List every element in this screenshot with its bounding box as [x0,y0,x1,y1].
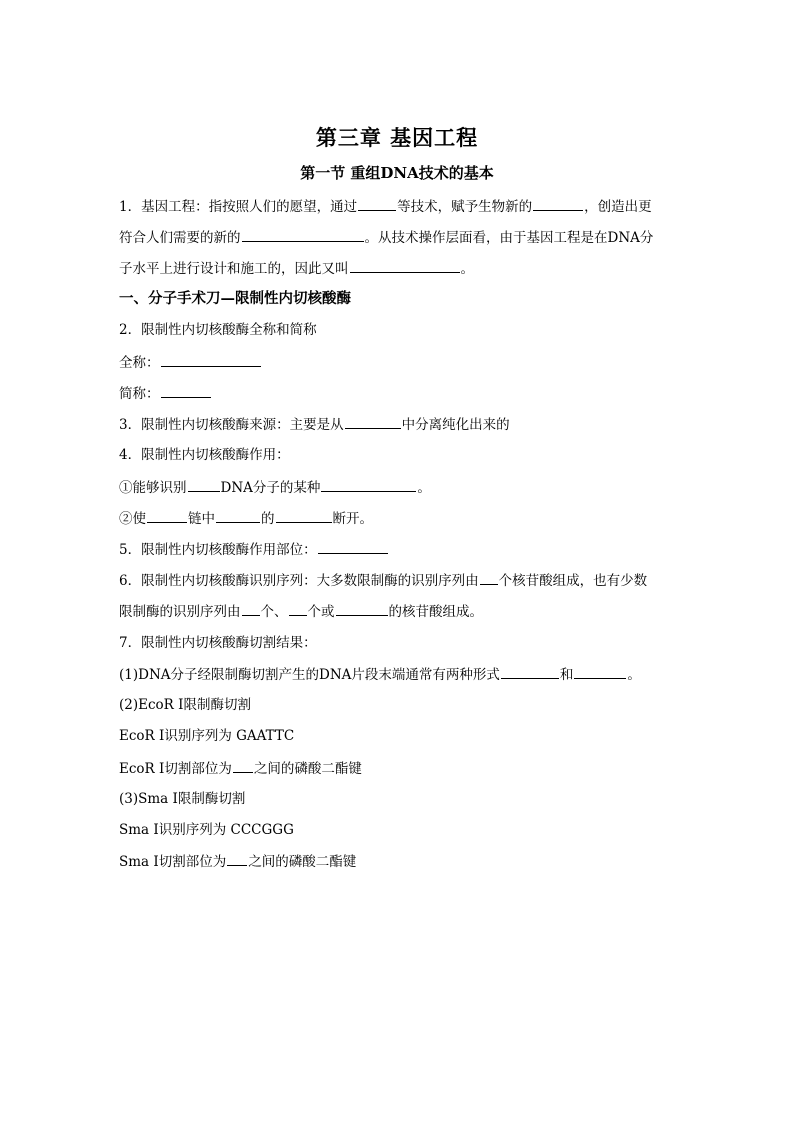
q1-text-c: ，创造出更 [584,199,652,215]
blank[interactable] [242,601,260,616]
blank[interactable] [574,664,626,679]
q4-title: 4．限制性内切核酸酶作用： [119,447,290,463]
q7-p1-text-c: 。 [627,667,641,683]
blank[interactable] [161,352,261,367]
q6-line-2 [119,601,679,622]
q1-text-f: 子水平上进行设计和施工的，因此又叫 [119,261,349,277]
q1-line-1 [119,196,679,217]
q4-l1-text-c: 。 [417,480,431,496]
q7-ecori-cut-site [119,758,679,779]
q2-short-name [119,383,679,404]
blank[interactable] [358,196,396,211]
q2-title: 2．限制性内切核酸酶全称和简称 [119,322,317,338]
blank[interactable] [161,383,211,398]
q1-line-3 [119,258,679,279]
q4-l2-text-c: 的 [261,511,275,527]
q4-l1-text-b: DNA分子的某种 [220,480,321,496]
blank[interactable] [318,539,388,554]
q4-l2-text-b: 链中 [188,511,215,527]
q2-full-label: 全称： [119,355,160,371]
q6-line-1 [119,570,679,591]
q2-full-name [119,352,679,373]
q7-smai-text-a: Sma I切割部位为 [119,854,227,870]
blank[interactable] [276,508,332,523]
q1-line-2 [119,227,679,248]
q1-text-g: 。 [460,261,474,277]
chapter-title: 第三章 基因工程 [315,125,479,150]
q6-text-c: 限制酶的识别序列由 [119,604,241,620]
q4-l2-text-a: ②使 [119,511,146,527]
q4-l2-text-d: 断开。 [332,511,373,527]
blank[interactable] [336,601,388,616]
q7-smai-text-b: 之间的磷酸二酯键 [248,854,357,870]
q4-line-2 [119,508,679,529]
q7-part-1 [119,664,679,685]
q7-ecori-text-a: EcoR I切割部位为 [119,761,232,777]
q7-part-3-heading: (3)Sma I限制酶切割 [119,791,246,807]
blank[interactable] [216,508,260,523]
section-subtitle: 第一节 重组DNA技术的基本 [300,164,494,182]
blank[interactable] [321,477,416,492]
q6-text-f: 的核苷酸组成。 [388,604,483,620]
q1-text-a: 1．基因工程：指按照人们的愿望，通过 [119,199,358,215]
blank[interactable] [147,508,187,523]
q7-p1-text-b: 和 [559,667,574,683]
q6-text-a: 6．限制性内切核酸酶识别序列：大多数限制酶的识别序列由 [119,573,479,589]
q1-text-e: 。从技术操作层面看，由于基因工程是在DNA分 [364,230,654,246]
q2-short-label: 简称： [119,386,160,402]
q7-part-2-heading: (2)EcoR I限制酶切割 [119,697,251,713]
q7-title: 7．限制性内切核酸酶切割结果： [119,635,317,651]
blank[interactable] [501,664,559,679]
q3-line [119,414,679,435]
blank[interactable] [289,601,307,616]
q1-text-b: 等技术，赋予生物新的 [397,199,533,215]
q4-line-1 [119,477,679,498]
blank[interactable] [242,227,364,242]
blank[interactable] [480,570,498,585]
blank[interactable] [233,758,253,773]
q7-p1-text-a: (1)DNA分子经限制酶切割产生的DNA片段末端通常有两种形式 [119,667,500,683]
blank[interactable] [227,851,247,866]
blank[interactable] [350,258,460,273]
section-heading: 一、分子手术刀—限制性内切核酸酶 [119,290,351,307]
q6-text-d: 个、 [260,604,288,620]
q4-l1-text-a: ①能够识别 [119,480,187,496]
blank[interactable] [533,196,583,211]
q7-ecori-sequence: EcoR I识别序列为 GAATTC [119,728,295,744]
q3-text-a: 3．限制性内切核酸酶来源：主要是从 [119,417,344,433]
q6-text-b: 个核苷酸组成，也有少数 [498,573,648,589]
q7-smai-cut-site [119,851,679,872]
q1-text-d: 符合人们需要的新的 [119,230,241,246]
blank[interactable] [188,477,220,492]
q3-text-b: 中分离纯化出来的 [401,417,510,433]
blank[interactable] [345,414,401,429]
q7-ecori-text-b: 之间的磷酸二酯键 [253,761,362,777]
q5-line [119,539,679,560]
q7-smai-sequence: Sma I识别序列为 CCCGGG [119,822,294,838]
q5-text-a: 5．限制性内切核酸酶作用部位： [119,542,317,558]
q6-text-e: 个或 [307,604,335,620]
